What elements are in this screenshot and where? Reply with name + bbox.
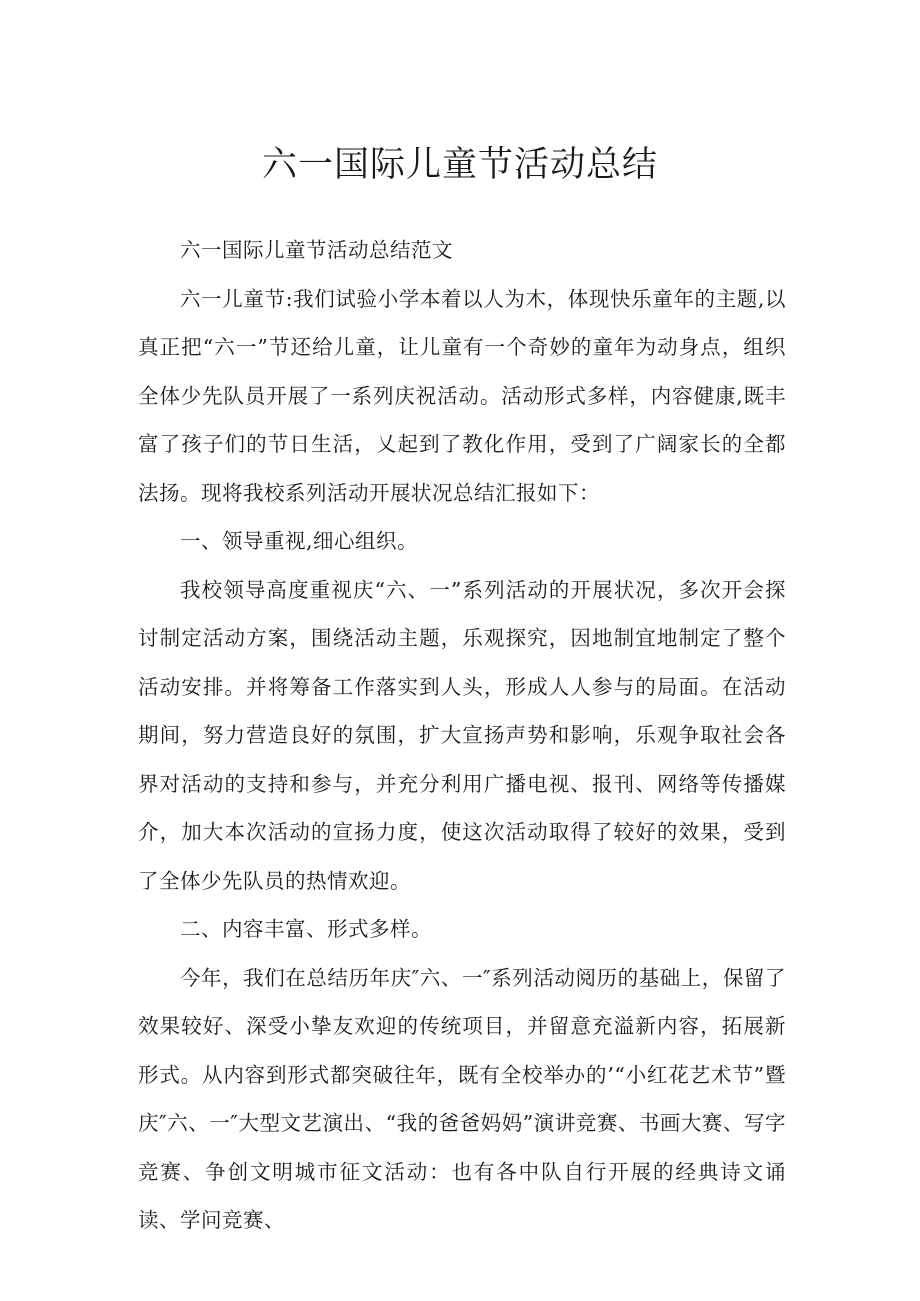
section-heading-2: 二、内容丰富、形式多样。	[180, 917, 432, 941]
section-heading-1: 一、领导重视,细心组织。	[180, 529, 419, 553]
document-body	[138, 226, 786, 1245]
intro-paragraph: 六一儿童节:我们试验小学本着以人为木，体现快乐童年的主题,以真正把“六一”节还给儿童，让儿童有一个奇妙的童年为动身点，组织全体少先队员开展了一系列庆祝活动。活动形式多样，内容健康,既丰富了孩子们的节日生活，乂起到了教化作用，受到了广阔家长的全都法扬。现将我校系列活动开展状况总结汇报如下：	[138, 286, 786, 505]
section-1-paragraph: 我校领导高度重视庆“六、一”系列活动的开展状况，多次开会探讨制定活动方案，围绕活动主题，乐观探究，因地制宜地制定了整个活动安排。并将筹备工作落实到人头，形成人人参与的局面。在活动期间，努力营造良好的氛围，扩大宣扬声势和影响，乐观争取社会各界对活动的支持和参与，并充分利用广播电视、报刊、网络等传播媒介，加大本次活动的宣扬力度，使这次活动取得了较好的效果，受到了全体少先队员的热情欢迎。	[138, 577, 786, 893]
document-title: 六一国际儿童节活动总结	[261, 145, 658, 185]
document-subtitle: 六一国际儿童节活动总结范文	[180, 238, 453, 262]
section-2-paragraph: 今年，我们在总结历年庆″六、一″系列活动阅历的基础上，保留了效果较好、深受小挚友欢迎的传统项目，并留意充溢新内容，拓展新形式。从内容到形式都突破往年，既有全校举办的’“小红花艺术节”暨庆″六、一″大型文艺演出、“我的爸爸妈妈”演讲竞赛、书画大赛、写字竞赛、争创文明城市征文活动：也有各中队自行开展的经典诗文诵读、学问竞赛、	[138, 965, 786, 1232]
